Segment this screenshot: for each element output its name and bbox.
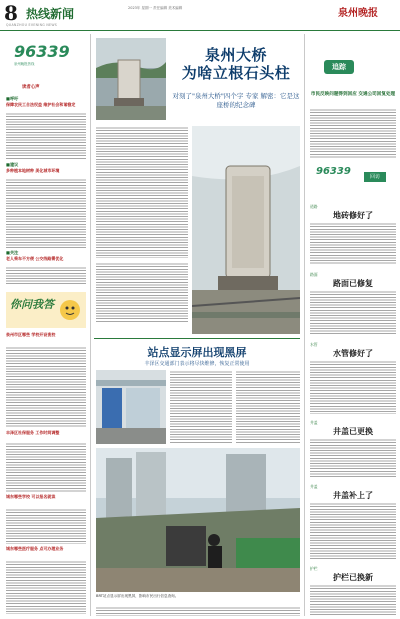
second-story-subtitle: 丰泽区交通部门表示将尽快维修，恢复正常使用 — [144, 361, 250, 367]
column-divider — [304, 34, 305, 616]
qa-item-3-body — [6, 508, 86, 544]
right-item-6-tag: 护栏 — [310, 566, 318, 571]
monument-photo-small — [96, 38, 166, 120]
qa-headline: 城东哪些医疗服务 点可办理业务 — [6, 546, 64, 551]
second-story-title: 站点显示屏出现黑屏 — [147, 346, 247, 359]
qa-item-1 — [6, 332, 86, 338]
qa-headline: 丰泽区社保服务 工作时间调整 — [6, 430, 60, 435]
left-item-tag: ■建议 — [6, 162, 19, 167]
ask-answer-banner — [6, 292, 86, 328]
left-item-headline: 老人乘车不方便 公交线路需优化 — [6, 256, 64, 261]
right-item-1-body — [310, 222, 396, 264]
right-item-5-body — [310, 502, 396, 560]
main-story-body-left — [96, 126, 188, 258]
qa-item-2 — [6, 430, 86, 436]
qa-headline: 城东哪些学校 可以报名就读 — [6, 494, 56, 499]
left-item-3-body — [6, 266, 86, 284]
revisit-number: 96339 — [316, 166, 351, 177]
main-title-line2: 为啥立根石头柱 — [181, 64, 291, 82]
main-story-title — [172, 46, 300, 82]
column-divider — [90, 34, 91, 616]
caption-text: BRT站点显示屏出现黑屏，影响市民出行信息查询。 — [96, 594, 179, 598]
qa-item-2-body — [6, 442, 86, 492]
second-story-body-1 — [170, 370, 232, 444]
hotline-revisit-logo — [316, 166, 362, 188]
hotline-logo — [14, 42, 70, 80]
caption-body — [96, 606, 300, 616]
main-story-body-left-2 — [96, 262, 188, 322]
top-tag: 追踪 — [324, 60, 354, 74]
qa-headline: 泉州市区哪些 学校开设夜校 — [6, 332, 56, 337]
header-meta: 2023年 星期一 责任编辑 美术编辑 — [128, 6, 183, 10]
left-item-2 — [6, 162, 86, 174]
left-item-1-body — [6, 112, 86, 160]
qa-item-3 — [6, 494, 86, 500]
cartoon-icon — [58, 298, 82, 322]
right-item-6-title: 护栏已换新 — [333, 573, 373, 582]
right-item-6-body — [310, 584, 396, 616]
left-item-tag: ■呼吁 — [6, 96, 19, 101]
qa-item-4-body — [6, 560, 86, 614]
right-item-4-tag: 井盖 — [310, 420, 318, 425]
top-story-body — [310, 108, 396, 158]
top-headline: 市民反映问题得到回应 交通公司回复处理 — [310, 92, 396, 97]
section-title: 热线新闻 — [26, 7, 75, 21]
right-item-5-title: 井盖补上了 — [333, 491, 373, 500]
brt-station-photo — [96, 370, 166, 444]
qa-item-1-body — [6, 346, 86, 428]
right-item-5-tag: 井盖 — [310, 484, 318, 489]
roadside-photo — [96, 448, 300, 592]
readers-label: 读者心声 — [22, 85, 40, 90]
main-title-line1: 泉州大桥 — [204, 46, 267, 64]
right-item-2-body — [310, 290, 396, 334]
left-item-headline: 保障农民工合法权益 维护社会和谐稳定 — [6, 102, 76, 107]
photo-caption — [96, 594, 300, 599]
right-item-4-title: 井盖已更换 — [333, 427, 373, 436]
story-divider — [94, 338, 300, 339]
main-story-subtitle: 对刻了"泉州大桥"四个字 专家 解密：它是这座桥的纪念碑 — [172, 92, 300, 109]
page-number: 8 — [4, 1, 18, 25]
right-item-3-title: 水管修好了 — [333, 349, 373, 358]
hotline-label: 泉州晚报热线 — [14, 62, 35, 66]
ask-answer-logo: 你问我答 — [10, 298, 54, 311]
right-item-2-tag: 路面 — [310, 272, 318, 277]
paper-logo: 泉州晚报 — [338, 8, 378, 19]
revisit-tag: 回访 — [364, 172, 386, 182]
left-item-2-body — [6, 178, 86, 248]
hotline-number: 96339 — [14, 42, 70, 61]
right-item-1-title: 地砖修好了 — [333, 211, 373, 220]
left-item-3 — [6, 250, 86, 262]
left-item-1 — [6, 96, 86, 108]
left-item-headline: 多种植本地树种 美化城市环境 — [6, 168, 60, 173]
left-item-tag: ■关注 — [6, 250, 19, 255]
right-item-4-body — [310, 438, 396, 478]
right-item-2-title: 路面已修复 — [333, 279, 373, 288]
right-item-3-tag: 水管 — [310, 342, 318, 347]
qa-item-4 — [6, 546, 86, 552]
right-item-3-body — [310, 360, 396, 414]
second-story-body-2 — [236, 370, 300, 444]
section-subtitle: QUANZHOU EVENING NEWS — [6, 23, 58, 27]
right-item-1-tag: 道路 — [310, 204, 318, 209]
monument-photo-large — [192, 126, 300, 334]
